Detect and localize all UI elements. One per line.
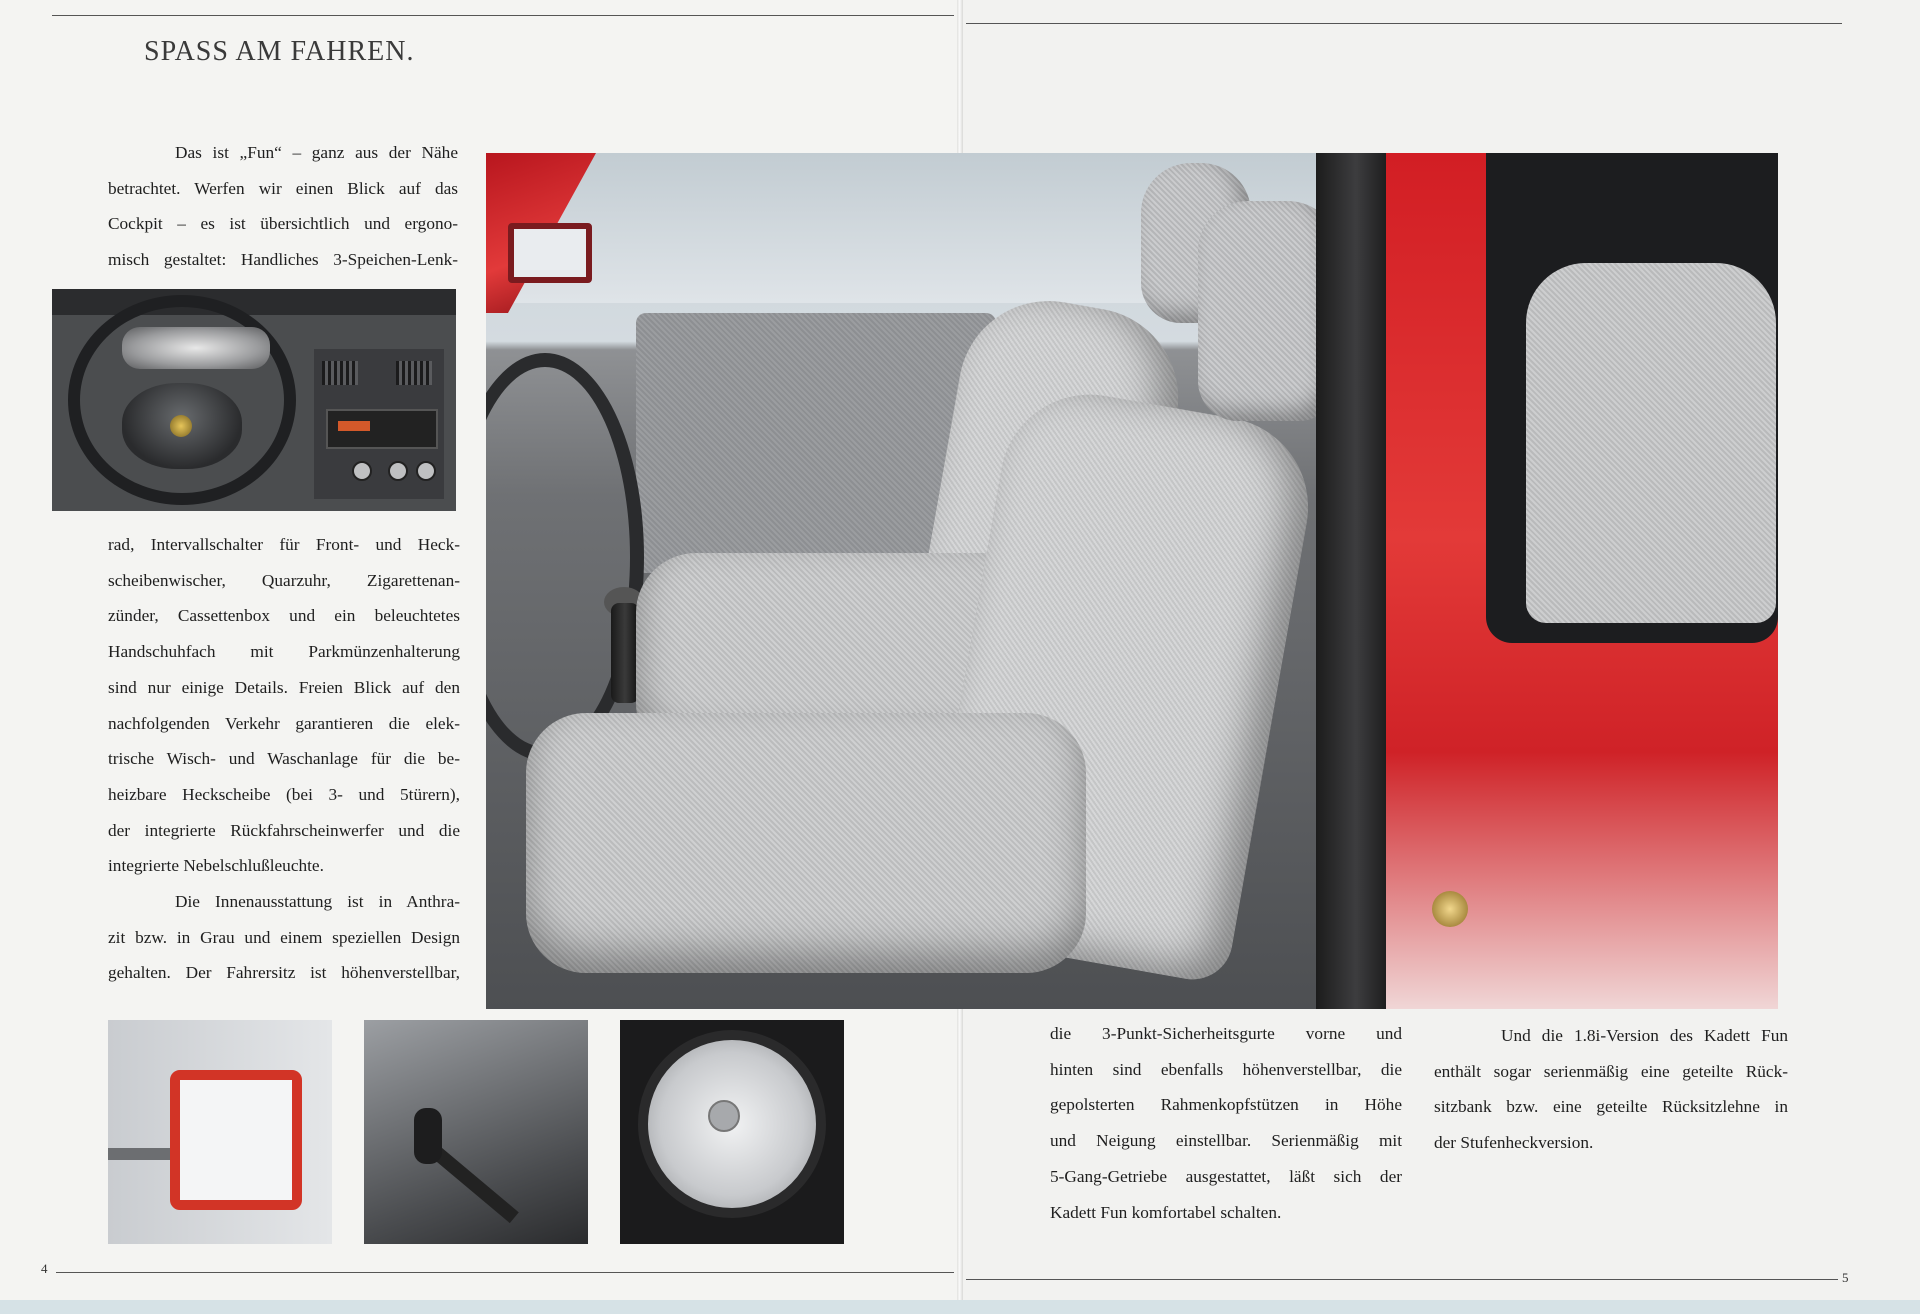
page-number-left: 4 (41, 1261, 48, 1276)
text-line: Handschuhfach mit Parkmünzenhalterung (108, 642, 460, 662)
bottom-rule-right (966, 1279, 1838, 1280)
height-lever-icon (414, 1108, 442, 1164)
text-line: sind nur einige Details. Freien Blick auf den (108, 677, 460, 697)
top-rule-right (966, 23, 1842, 24)
text-line: der integrierte Rückfahrscheinwerfer und die (108, 820, 460, 840)
text-line: hinten sind ebenfalls höhenverstellbar, die (1050, 1059, 1402, 1079)
right-column-2 (1434, 1018, 1788, 1161)
opel-badge-icon (170, 415, 192, 437)
text-line: 5-Gang-Getriebe ausgestattet, läßt sich der (1050, 1166, 1402, 1186)
driver-seat-cushion (526, 713, 1086, 973)
bottom-rule-left (56, 1272, 954, 1273)
interior-photo (486, 153, 1778, 1009)
text-line: enthält sogar serienmäßig eine geteilte Rück- (1434, 1061, 1788, 1081)
side-mirror-icon (170, 1070, 302, 1210)
door-mirror (508, 223, 592, 283)
text-line: sitzbank bzw. eine geteilte Rücksitzlehne in (1434, 1097, 1788, 1117)
right-column-1 (1050, 1016, 1402, 1230)
page-title: SPASS AM FAHREN. (144, 36, 415, 67)
cockpit-paragraph (108, 527, 460, 991)
text-line: und Neigung einstellbar. Serienmäßig mit (1050, 1131, 1402, 1151)
text-line: die 3-Punkt-Sicherheitsgurte vorne und (1050, 1024, 1402, 1043)
text-line: rad, Intervallschalter für Front- und Heck- (108, 535, 460, 554)
wheel-cover-photo (620, 1020, 844, 1244)
text-line: Cockpit – es ist übersichtlich und ergono- (108, 214, 458, 234)
text-line: scheibenwischer, Quarzuhr, Zigarettenan- (108, 570, 460, 590)
instrument-cluster (122, 327, 270, 369)
dashboard-photo (52, 289, 456, 511)
text-line: Und die 1.8i-Version des Kadett Fun (1501, 1026, 1788, 1045)
text-line: Das ist „Fun“ – ganz aus der Nähe (175, 143, 458, 162)
text-line: integrierte Nebelschlußleuchte. (108, 856, 324, 876)
text-line: betrachtet. Werfen wir einen Blick auf das (108, 178, 458, 198)
door-lock-icon (1432, 891, 1468, 927)
text-line: Kadett Fun komfortabel schalten. (1050, 1202, 1282, 1222)
cassette-radio (326, 409, 438, 449)
text-line: gepolsterten Rahmenkopfstützen in Höhe (1050, 1095, 1402, 1115)
text-line: zit bzw. in Grau und einem speziellen Design (108, 927, 460, 947)
text-line: trische Wisch- und Waschanlage für die be- (108, 749, 460, 769)
text-line: Die Innenausstattung ist in Anthra- (175, 892, 460, 912)
text-line: misch gestaltet: Handliches 3-Speichen-Lenk- (108, 250, 458, 270)
page-number-right: 5 (1842, 1270, 1849, 1285)
gear-shifter (611, 603, 639, 703)
seat-lever-photo (364, 1020, 588, 1244)
rear-seat (1526, 263, 1776, 623)
text-line: nachfolgenden Verkehr garantieren die elek- (108, 713, 460, 733)
text-line: der Stufenheckversion. (1434, 1133, 1594, 1153)
scan-edge (0, 1300, 1920, 1314)
text-line: zünder, Cassettenbox und ein beleuchtetes (108, 606, 460, 626)
b-pillar (1316, 153, 1396, 1009)
mirror-detail-photo (108, 1020, 332, 1244)
text-line: heizbare Heckscheibe (bei 3- und 5türern), (108, 784, 460, 804)
top-rule-left (52, 15, 954, 16)
text-line: gehalten. Der Fahrersitz ist höhenverstellbar, (108, 963, 460, 983)
intro-paragraph (108, 135, 458, 278)
